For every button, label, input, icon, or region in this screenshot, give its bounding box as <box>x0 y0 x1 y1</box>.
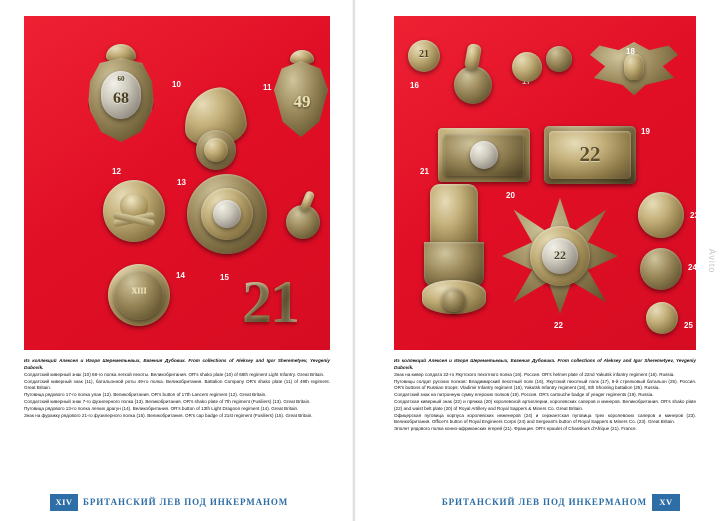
plate-number-10: 10 <box>172 80 181 89</box>
plate-number-13: 13 <box>177 178 186 187</box>
badge-item-25 <box>646 302 678 334</box>
badge-item-12 <box>103 180 165 242</box>
badge-item-16-number: 21 <box>419 49 429 60</box>
plate-number-15: 15 <box>220 273 229 282</box>
plate-number-22: 22 <box>554 321 563 330</box>
badge-rose-plate <box>187 174 267 254</box>
page-gutter <box>352 0 356 521</box>
badge-item-19 <box>544 126 636 184</box>
badge-button-a <box>512 52 542 82</box>
badge-item-19-number: 22 <box>579 142 601 166</box>
right-footer <box>370 483 720 521</box>
badge-item-13: 49 <box>274 50 330 144</box>
plate-number-20: 20 <box>506 191 515 200</box>
left-caption-line-2: Солдатский киверный знак (11), батальонной роты 49-го полка. Великобритания. Battalion Company OR's shako plate (11) of 49th regiment. Great Britain. <box>24 378 330 391</box>
badge-item-21 <box>422 184 488 334</box>
right-captions <box>394 358 696 433</box>
right-plate-photo <box>394 16 699 350</box>
plate-number-23: 23 <box>690 211 699 220</box>
plate-number-12: 12 <box>112 167 121 176</box>
right-caption-line-1: Знак на кивер солдата 22-го Якутского пехотного полка (16). Россия. OR's helmet plate of 22nd Yakutsk infantry regiment (16). Russia. <box>394 371 675 377</box>
badge-item-22 <box>502 198 618 314</box>
left-footer <box>2 483 352 521</box>
left-caption-heading: Из коллекций Алексея и Игоря Шереметьевых, Евгения Дубовик. From collections of Aleksey and Igor Sheremetyev, Yevgeniy Dubovik. <box>24 358 330 370</box>
badge-item-11 <box>176 88 256 172</box>
badge-button-b <box>546 46 572 72</box>
watermark: Avito <box>707 248 717 273</box>
left-captions <box>24 358 330 420</box>
left-plate-photo <box>24 16 330 350</box>
plate-number-19: 19 <box>641 127 650 136</box>
left-caption-line-6: Знак на фуражку рядового 21-го фузилерного полка (15). Великобритания. OR's cap badge of 21st regiment (Fusiliers) (15). Great Britain. <box>24 413 313 419</box>
badge-item-15: 21 <box>242 269 298 335</box>
badge-item-10: 60 68 <box>84 44 158 148</box>
left-caption-line-5: Пуговица рядового 13-го полка легких драгун (14). Великобритания. OR's button of 13th Light Dragoon regiment (14). Great Britain. <box>24 406 299 412</box>
right-caption-heading: Из коллекций Алексея и Игоря Шереметьевых, Евгения Дубовика. From collections of Aleksey and Igor Sheremetyev, Yevgeniy Dubovik. <box>394 358 696 370</box>
right-caption-line-3: Солдатский знак на патронную сумку егерских полков (19). Россия. OR's cartouche badge of yeager regiments (19). Russia. <box>394 392 654 398</box>
plate-number-24: 24 <box>688 263 697 272</box>
badge-item-23 <box>638 192 684 238</box>
plate-number-14: 14 <box>176 271 185 280</box>
badge-item-20 <box>438 128 530 182</box>
right-page <box>370 0 720 521</box>
plate-number-16: 16 <box>410 81 419 90</box>
left-running-head: БРИТАНСКИЙ ЛЕВ ПОД ИНКЕРМАНОМ <box>83 497 289 507</box>
left-caption-line-4: Солдатский киверный знак 7-го фузилерного полка (13). Великобритания. OR's shako plate of 7th regiment (Fusiliers) (13). Great Britain. <box>24 399 311 405</box>
left-caption-line-3: Пуговица рядового 17-го полка улан (12). Великобритания. OR's button of 17th Lancers regiment (12). Great Britain. <box>24 392 267 398</box>
badge-item-24 <box>640 248 682 290</box>
badge-item-17 <box>446 44 500 104</box>
plate-number-11: 11 <box>263 83 272 92</box>
badge-item-16 <box>408 40 440 72</box>
plate-number-21: 21 <box>420 167 429 176</box>
badge-item-22-number: 22 <box>554 248 566 262</box>
plate-number-25: 25 <box>684 321 693 330</box>
badge-small-grenade <box>282 191 322 247</box>
left-page <box>2 0 352 521</box>
plate-number-18: 18 <box>626 47 635 56</box>
right-caption-line-4: Солдатская киверный знак (22) и пряжка (20) королевской артиллерии, королевских саперов и минеров. Великобритания. OR's shako plate (22) and waist belt plate (20) of Royal Artillery and Royal Sappers & Miners Co. Great Britain. <box>394 399 696 411</box>
right-running-head: БРИТАНСКИЙ ЛЕВ ПОД ИНКЕРМАНОМ <box>441 497 647 507</box>
right-caption-line-5: Офицерская пуговица корпуса королевских инженеров (24) и сержантская пуговица трех королевских саперов и минеров (23). Великобритания. Officer's button of Royal Engineers Corps (24) and Sergeant's button of Royal Sappers & Miners Co. (23). Great Britain. <box>394 412 696 425</box>
right-caption-line-2: Пуговицы солдат русских полков: Владимирский пехотный полк (16), Якутский пехотный полк (17), 6-й стрелковый батальон (25). Россия. OR's buttons of Russian troops: Vladimir Infantry regiment (16), Yakutsk Infantry regiment (16), 6th Shooting battalion (25). Russia. <box>394 378 696 391</box>
left-caption-line-1: Солдатский киверный знак (10) 68-го полка легкой пехоты. Великобритания. OR's shako plate (10) of 68th regiment Light Infantry. Great Britain. <box>24 371 325 377</box>
right-caption-line-6: Эполет рядового полка конно-африканских егерей (21). Франция. OR's epaulet of Chasskurs d'Afrique (21). France. <box>394 426 637 432</box>
right-folio: XV <box>652 494 680 511</box>
badge-item-14: XIII <box>108 264 170 326</box>
left-folio: XIV <box>50 494 78 511</box>
